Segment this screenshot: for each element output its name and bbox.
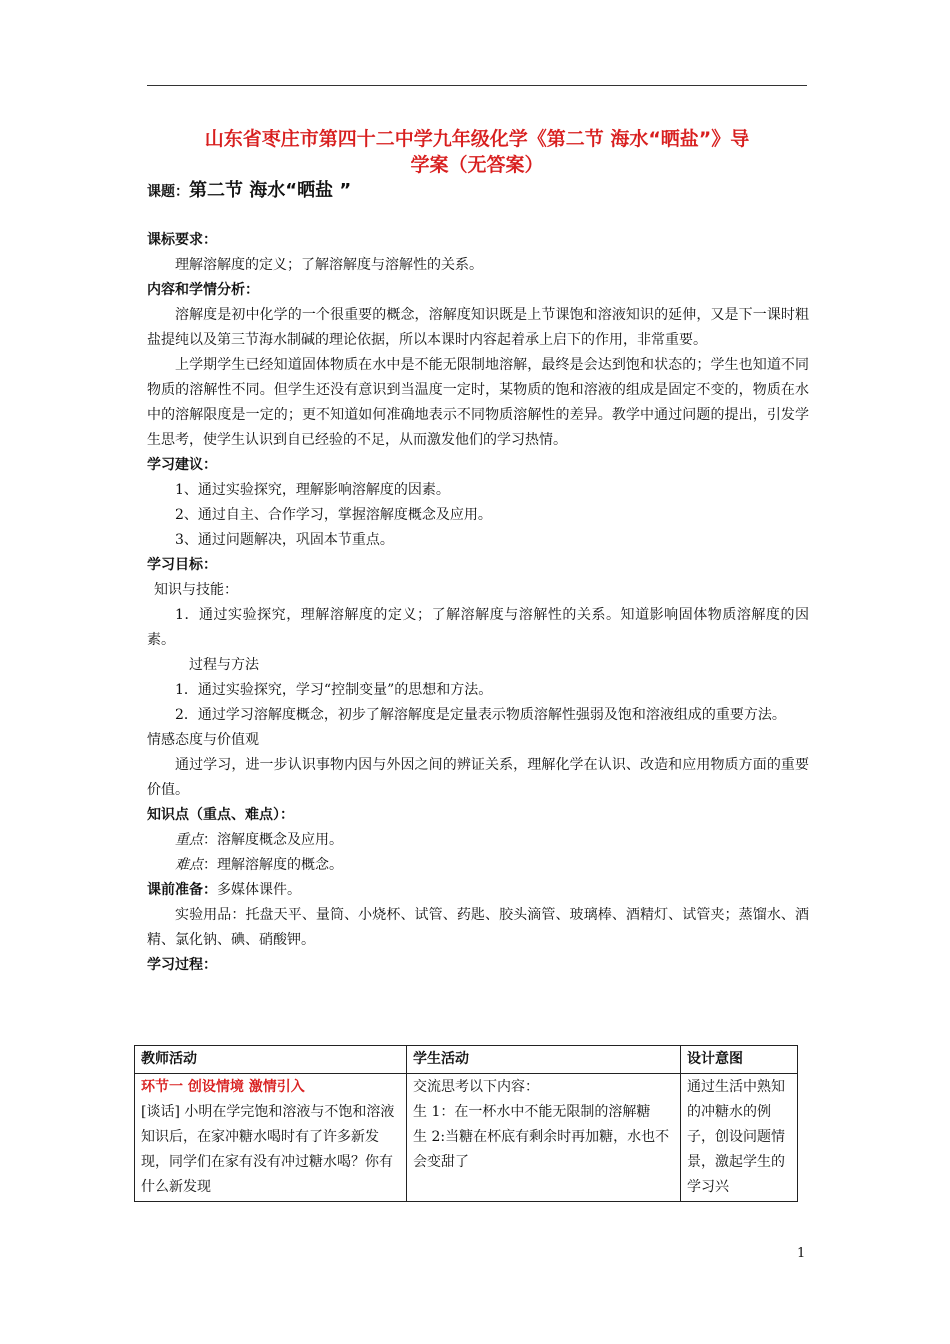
table-header-row: [135, 1046, 798, 1074]
goal-process-1: 1．通过实验探究，学习“控制变量”的思想和方法。: [175, 682, 493, 698]
goal-emotion-1: 通过学习，进一步认识事物内因与外因之间的辨证关系，理解化学在认识、改造和应用物质方面的重要价值。: [147, 757, 809, 798]
title-line-1: 山东省枣庄市第四十二中学九年级化学《第二节 海水“晒盐”》导: [204, 128, 750, 150]
topic-label: 课题：: [147, 184, 189, 200]
document-title: [137, 126, 817, 178]
keypoints-heading: 知识点（重点、难点）：: [147, 807, 294, 823]
key-label: 重点: [175, 832, 203, 848]
teacher-section-title: 环节一 创设情境 激情引入: [141, 1079, 305, 1095]
page-number: 1: [797, 1246, 806, 1261]
header-teacher: 教师活动: [135, 1046, 407, 1074]
standard-text: 理解溶解度的定义；了解溶解度与溶解性的关系。: [175, 257, 483, 273]
student-cell: [407, 1074, 681, 1202]
title-line-2: 学案（无答案）: [410, 154, 544, 176]
key-point: [147, 828, 809, 853]
analysis-paragraph-1: 溶解度是初中化学的一个很重要的概念，溶解度知识既是上节课饱和溶液知识的延伸，又是下一课时粗盐提纯以及第三节海水制碱的理论依据，所以本课时内容起着承上启下的作用，非常重要。: [147, 307, 809, 348]
suggest-item: 2、通过自主、合作学习，掌握溶解度概念及应用。: [175, 507, 492, 523]
analysis-heading: 内容和学情分析：: [147, 282, 259, 298]
key-text: ：溶解度概念及应用。: [203, 832, 343, 848]
header-student: 学生活动: [407, 1046, 681, 1074]
analysis-paragraph-2: 上学期学生已经知道固体物质在水中是不能无限制地溶解，最终是会达到饱和状态的；学生也知道不同物质的溶解性不同。但学生还没有意识到当温度一定时，某物质的饱和溶液的组成是固定不变的，物质在水中的溶解限度是一定的；更不知道如何准确地表示不同物质溶解性的差异。教学中通过问题的提出，引发学生思考，使学生认识到自已经验的不足，从而激发他们的学习热情。: [147, 357, 809, 448]
goals-heading: 学习目标：: [147, 557, 217, 573]
prep-text: 多媒体课件。: [217, 882, 301, 898]
process-table: [134, 1045, 798, 1202]
diff-label: 难点: [175, 857, 203, 873]
process-heading: 学习过程：: [147, 957, 217, 973]
goal-process-2: 2．通过学习溶解度概念，初步了解溶解度是定量表示物质溶解性强弱及饱和溶液组成的重要方法。: [175, 707, 786, 723]
teacher-text: [谈话] 小明在学完饱和溶液与不饱和溶液知识后，在家冲糖水喝时有了许多新发现，同学们在家有没有冲过糖水喝？你有什么新发现: [141, 1104, 395, 1195]
standard-heading: 课标要求：: [147, 232, 217, 248]
prep-items: 实验用品：托盘天平、量筒、小烧杯、试管、药匙、胶头滴管、玻璃棒、酒精灯、试管夹；蒸馏水、酒精、氯化钠、碘、硝酸钾。: [147, 907, 809, 948]
diff-text: ：理解溶解度的概念。: [203, 857, 343, 873]
suggest-item: 1、通过实验探究，理解影响溶解度的因素。: [175, 482, 450, 498]
suggest-heading: 学习建议：: [147, 457, 217, 473]
student-text-1: 交流思考以下内容：: [413, 1079, 539, 1095]
student-text-2: 生 1：在一杯水中不能无限制的溶解糖: [413, 1104, 651, 1120]
document-body: [147, 228, 809, 978]
goal-emotion-label: 情感态度与价值观: [147, 732, 259, 748]
suggest-item: 3、通过问题解决，巩固本节重点。: [175, 532, 394, 548]
table-row: [135, 1074, 798, 1202]
header-rule: [147, 85, 807, 86]
difficult-point: [147, 853, 809, 878]
prep-row: [147, 878, 809, 903]
header-design: 设计意图: [681, 1046, 798, 1074]
teacher-cell: [135, 1074, 407, 1202]
topic-row: [147, 176, 351, 202]
student-text-3: 生 2:当糖在杯底有剩余时再加糖，水也不会变甜了: [413, 1129, 670, 1170]
design-cell: 通过生活中熟知的冲糖水的例子，创设问题情景，激起学生的学习兴: [681, 1074, 798, 1202]
goal-process-label: 过程与方法: [189, 657, 259, 673]
goal-knowledge-1: 1．通过实验探究，理解溶解度的定义；了解溶解度与溶解性的关系。知道影响固体物质溶解度的因素。: [147, 607, 809, 648]
goal-knowledge-label: 知识与技能：: [154, 582, 238, 598]
topic-title: 第二节 海水“晒盐 ”: [189, 180, 352, 201]
prep-heading: 课前准备：: [147, 882, 217, 898]
